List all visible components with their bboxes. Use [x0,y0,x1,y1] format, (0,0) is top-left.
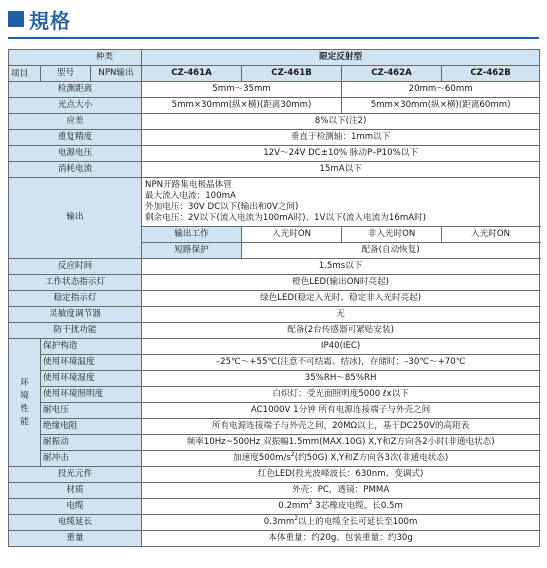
env-value-part: 加速度500m/s [232,452,291,463]
label-stability-indicator: 稳定指示灯 [9,291,142,307]
model-cz-461a: CZ-461A [142,66,242,82]
row-sensitivity-adjuster [9,307,540,323]
env-value-sup: 2 [290,450,295,458]
label-repeatability: 重复精度 [9,130,142,146]
value-output [142,178,540,227]
section-title [8,4,71,34]
row-stability-indicator [9,291,540,307]
env-value [142,451,540,467]
value-hysteresis: 8%以下(注2) [142,114,540,130]
env-label: 使用环境温度 [41,355,142,371]
spec-table [8,49,540,547]
row-supply-voltage [9,146,540,162]
value-spot-size-462: 5mm×30mm(纵×横)(距离60mm) [342,98,540,114]
value-operation-indicator: 橙色LED(输出ON时亮起) [142,275,540,291]
value-output-operation-462a: 入光时ON [442,227,540,243]
cable-value-sup: 2 [308,498,313,506]
model-cz-462a: CZ-462A [342,66,442,82]
value-emitter: 红色LED(投光波峰波长：630nm、变调式) [142,467,540,483]
header-row-type [9,50,540,66]
row-operation-indicator [9,275,540,291]
row-spot-size [9,98,540,114]
row-cable [9,499,540,515]
env-row [9,403,540,419]
env-row [9,371,540,387]
env-group-label [9,339,41,467]
value-output-operation-461a: 入光时ON [242,227,342,243]
row-detect-distance [9,82,540,98]
model-cz-462b: CZ-462B [442,66,540,82]
row-weight [9,531,540,547]
env-row [9,435,540,451]
cable-value-part: 3芯橡皮电缆，长0.5m [312,500,403,511]
label-detect-distance: 检测距离 [9,82,142,98]
env-label: 耐冲击 [41,451,142,467]
label-sensitivity-adjuster: 灵敏度调节器 [9,307,142,323]
header-item-cell [9,66,41,82]
env-value: 频率10Hz~500Hz 双振幅1.5mm(MAX.10G) X,Y和Z方向各2小时(非通电状态) [142,435,540,451]
env-value-part: (约50G) X,Y和Z方向各3次(非通电状态) [294,452,449,463]
row-hysteresis [9,114,540,130]
env-value: 35%RH～85%RH [142,371,540,387]
row-cable-extension [9,515,540,531]
header-item-label: 项目 [11,69,29,80]
label-weight: 重量 [9,531,142,547]
output-line: 外加电压：30V DC以下(输出和0V之间) [145,202,299,212]
section-title-text: 規格 [29,8,71,33]
env-label: 耐振动 [41,435,142,451]
value-cable-extension [142,515,540,531]
output-line: 最大流入电流：100mA [145,191,236,201]
env-row [9,451,540,467]
label-supply-voltage: 电源电压 [9,146,142,162]
row-current-consumption [9,162,540,178]
value-stability-indicator: 绿色LED(稳定入光时、稳定非入光时亮起) [142,291,540,307]
env-row [9,419,540,435]
env-value: AC1000V 1分钟 所有电源连接端子与外壳之间 [142,403,540,419]
label-cable: 电缆 [9,499,142,515]
row-emitter [9,467,540,483]
title-divider [8,37,539,39]
output-line: 剩余电压：2V以下(流入电流为100mA时)、1V以下(流入电流为16mA时) [145,213,427,223]
value-repeatability: 垂直于检测轴：1mm以下 [142,130,540,146]
row-interference-prevention [9,323,540,339]
title-square-icon [8,11,24,27]
value-sensitivity-adjuster: 无 [142,307,540,323]
env-label: 使用环境照明度 [41,387,142,403]
cable-ext-value-part: 0.3mm [263,516,295,527]
label-short-protection: 短路保护 [142,243,242,259]
env-value: 白炽灯：受光面照明度5000 ℓx以下 [142,387,540,403]
header-row-models [9,66,540,82]
label-response-time: 反应时间 [9,259,142,275]
model-cz-461b: CZ-461B [242,66,342,82]
value-output-operation-461b: 非入光时ON [342,227,442,243]
header-npn-label: NPN输出 [91,66,142,82]
header-type-value: 限定反射型 [142,50,540,66]
value-material: 外壳：PC，透镜：PMMA [142,483,540,499]
env-row [9,339,540,355]
row-repeatability [9,130,540,146]
value-interference-prevention: 配备(2台传感器可紧贴安装) [142,323,540,339]
value-response-time: 1.5ms以下 [142,259,540,275]
env-label: 使用环境湿度 [41,371,142,387]
cable-ext-value-sup: 2 [294,514,299,522]
label-emitter: 投光元件 [9,467,142,483]
label-cable-extension: 电缆延长 [9,515,142,531]
env-label: 绝缘电阻 [41,419,142,435]
label-output-operation: 输出工作 [142,227,242,243]
value-short-protection: 配备(自动恢复) [242,243,540,259]
cable-ext-value-part: 以上的电缆全长可延长至100m [298,516,418,527]
cable-value-part: 0.2mm [278,500,309,511]
env-row [9,355,540,371]
env-value: 所有电源连接端子与外壳之间，20MΩ以上，基于DC250V的高阻表 [142,419,540,435]
row-response-time [9,259,540,275]
value-spot-size-461: 5mm×30mm(纵×横)(距离30mm) [142,98,342,114]
header-model-label: 型号 [41,66,91,82]
value-weight: 本体重量：约20g、包装重量：约30g [142,531,540,547]
row-material [9,483,540,499]
label-output: 输出 [9,178,142,259]
env-label: 耐电压 [41,403,142,419]
label-spot-size: 光点大小 [9,98,142,114]
env-group-text: 环境性能 [20,377,29,427]
env-row [9,387,540,403]
header-category-label: 种类 [95,51,114,62]
label-material: 材质 [9,483,142,499]
label-current-consumption: 消耗电流 [9,162,142,178]
output-line: NPN开路集电极晶体管 [145,180,232,190]
value-current-consumption: 15mA以下 [142,162,540,178]
row-output [9,178,540,227]
env-value: IP40(IEC) [142,339,540,355]
value-supply-voltage: 12V～24V DC±10% 脉动P–P10%以下 [142,146,540,162]
label-hysteresis: 应差 [9,114,142,130]
header-category-cell [9,50,142,66]
label-operation-indicator: 工作状态指示灯 [9,275,142,291]
value-detect-distance-461: 5mm～35mm [142,82,342,98]
label-interference-prevention: 防干扰功能 [9,323,142,339]
value-cable [142,499,540,515]
env-value: –25℃～+55℃(注意不可结霜、结冰)，存储时：–30℃～+70℃ [142,355,540,371]
env-label: 保护构造 [41,339,142,355]
value-detect-distance-462: 20mm～60mm [342,82,540,98]
